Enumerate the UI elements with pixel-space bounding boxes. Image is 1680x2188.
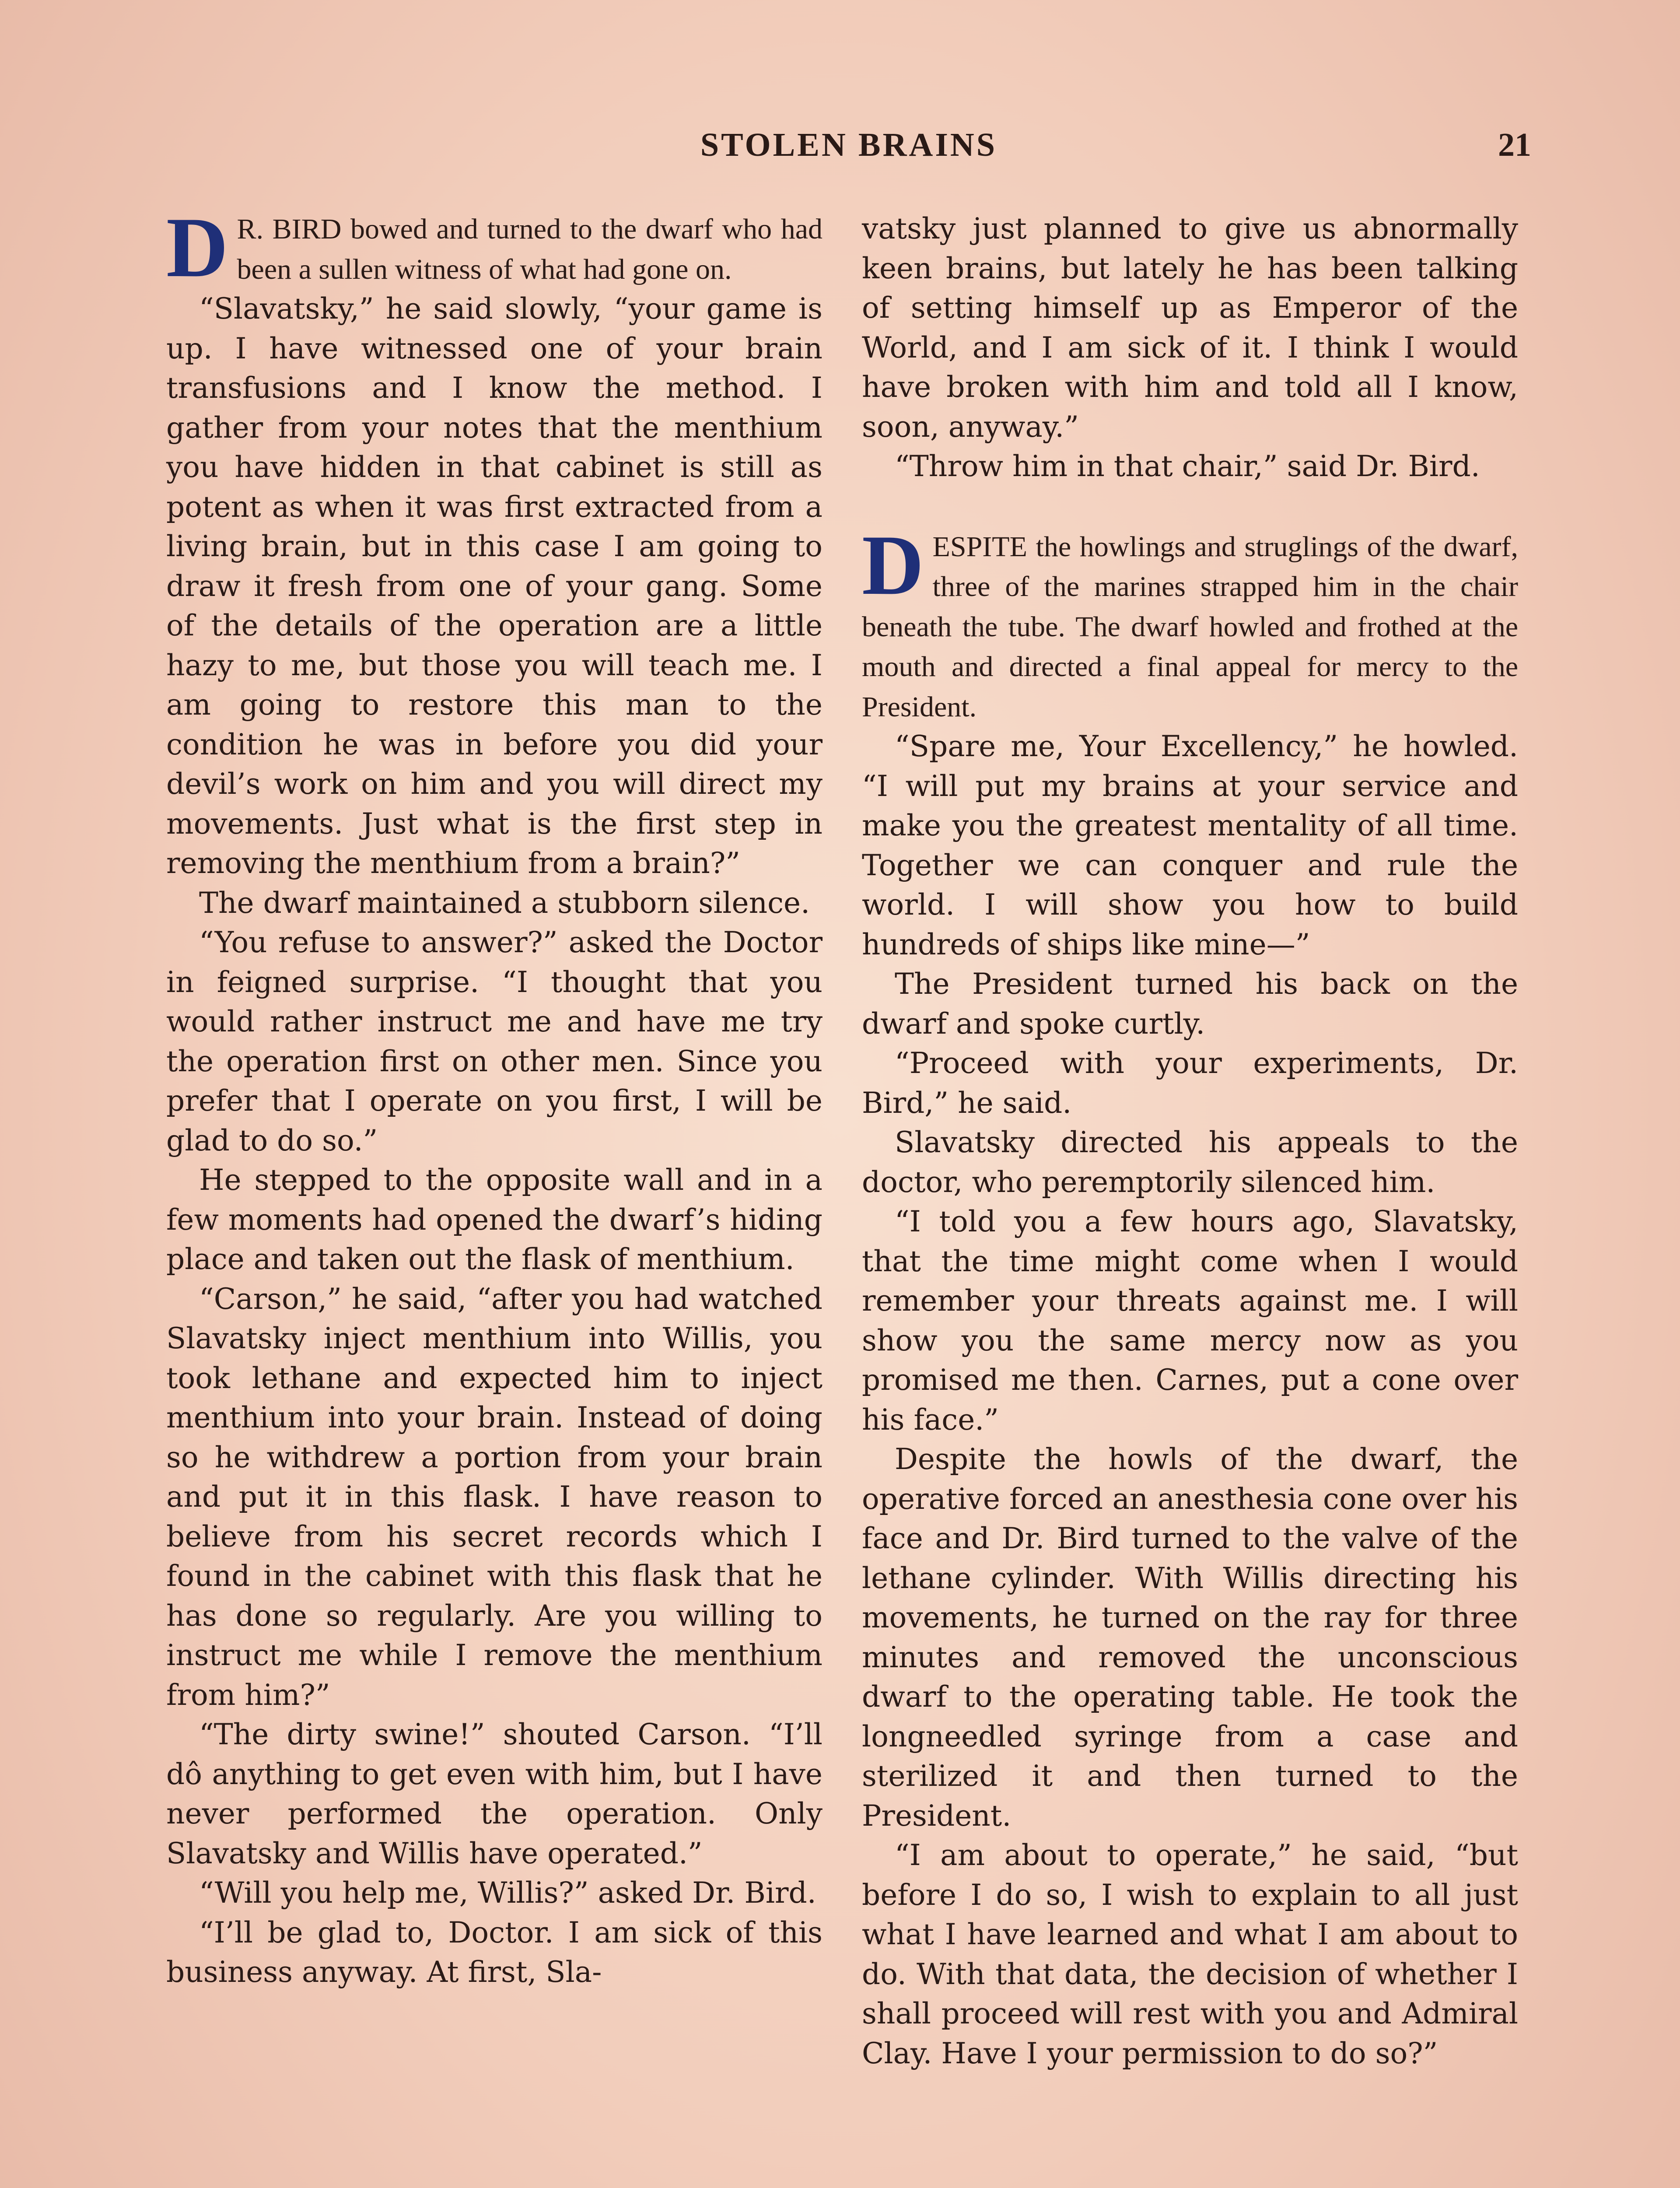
drop-cap: D <box>166 200 228 295</box>
page-header <box>166 126 1531 174</box>
paragraph: “I’ll be glad to, Doctor. I am sick of this business anyway. At first, Sla- <box>166 1915 822 1989</box>
paragraph: Despite the howls of the dwarf, the operative forced an anesthesia cone over his face and Dr. Bird turned to the valve of the lethane cylinder. With Willis directing his movements, he turned on the ray for three minutes and removed the unconscious dwarf to the operating table. He took the longneedled syringe from a case and sterilized it and then turned to the President. <box>862 1442 1518 1833</box>
paragraph: “I told you a few hours ago, Slavatsky, that the time might come when I would remember your threats against me. I will show you the same mercy now as you promised me then. Carnes, put a cone over his face.” <box>862 1205 1518 1437</box>
paragraph <box>862 517 1518 727</box>
right-column <box>862 209 1518 2073</box>
paragraph-text: R. BIRD bowed and turned to the dwarf who had been a sullen witness of what had gone on. <box>237 213 822 285</box>
drop-cap: D <box>862 517 924 613</box>
paragraph: “Proceed with your experiments, Dr. Bird,” he said. <box>862 1046 1518 1120</box>
paragraph: “I am about to operate,” he said, “but before I do so, I wish to explain to all just what I have learned and what I am about to do. With that data, the decision of whether I shall proceed will rest with you and Admiral Clay. Have I your permission to do so?” <box>862 1838 1518 2070</box>
paragraph: “Will you help me, Willis?” asked Dr. Bird. <box>199 1876 816 1910</box>
paragraph: “Carson,” he said, “after you had watched Slavatsky inject menthium into Willis, you took lethane and expected him to inject menthium into your brain. Instead of doing so he withdrew a portion from your brain and put it in this flask. I have reason to believe from his secret records which I found in the cabinet with this flask that he has done so regularly. Are you willing to instruct me while I remove the menthium from him?” <box>166 1282 822 1712</box>
paragraph: The President turned his back on the dwarf and spoke curtly. <box>862 967 1518 1041</box>
paragraph: “Throw him in that chair,” said Dr. Bird. <box>895 449 1480 483</box>
paragraph-text: ESPITE the howlings and struglings of the dwarf, three of the marines strapped him in the chair beneath the tube. The dwarf howled and frothed at the mouth and directed a final appeal for mercy to the President. <box>862 530 1518 723</box>
page-number: 21 <box>1498 126 1531 163</box>
paragraph <box>166 200 822 295</box>
paragraph: “Spare me, Your Excellency,” he howled. “I will put my brains at your service and make you the greatest mentality of all time. Together we can conquer and rule the world. I will show you how to build hundreds of ships like mine—” <box>862 729 1518 961</box>
paragraph: The dwarf maintained a stubborn silence. <box>199 886 810 920</box>
paragraph: “You refuse to answer?” asked the Doctor in feigned surprise. “I thought that you would rather instruct me and have me try the operation first on other men. Since you prefer that I operate on you first, I will be glad to do so.” <box>166 926 822 1157</box>
paragraph: vatsky just planned to give us abnormally keen brains, but lately he has been talking of setting himself up as Emperor of the World, and I am sick of it. I think I would have broken with him and told all I know, soon, anyway.” <box>862 212 1518 444</box>
running-title: STOLEN BRAINS <box>700 126 998 163</box>
paragraph: He stepped to the opposite wall and in a few moments had opened the dwarf’s hiding place and taken out the flask of menthium. <box>166 1163 822 1276</box>
paragraph: “The dirty swine!” shouted Carson. “I’ll dô anything to get even with him, but I have never performed the operation. Only Slavatsky and Willis have operated.” <box>166 1718 822 1870</box>
paragraph: Slavatsky directed his appeals to the doctor, who peremptorily silenced him. <box>862 1126 1518 1199</box>
left-column <box>166 200 822 1992</box>
paragraph: “Slavatsky,” he said slowly, “your game is up. I have witnessed one of your brain transfusions and I know the method. I gather from your notes that the menthium you have hidden in that cabinet is still as potent as when it was first extracted from a living brain, but in this case I am going to draw it fresh from one of your gang. Some of the details of the operation are a little hazy to me, but those you will teach me. I am going to restore this man to the condition he was in before you did your devil’s work on him and you will direct my movements. Just what is the first step in removing the menthium from a brain?” <box>166 292 822 880</box>
